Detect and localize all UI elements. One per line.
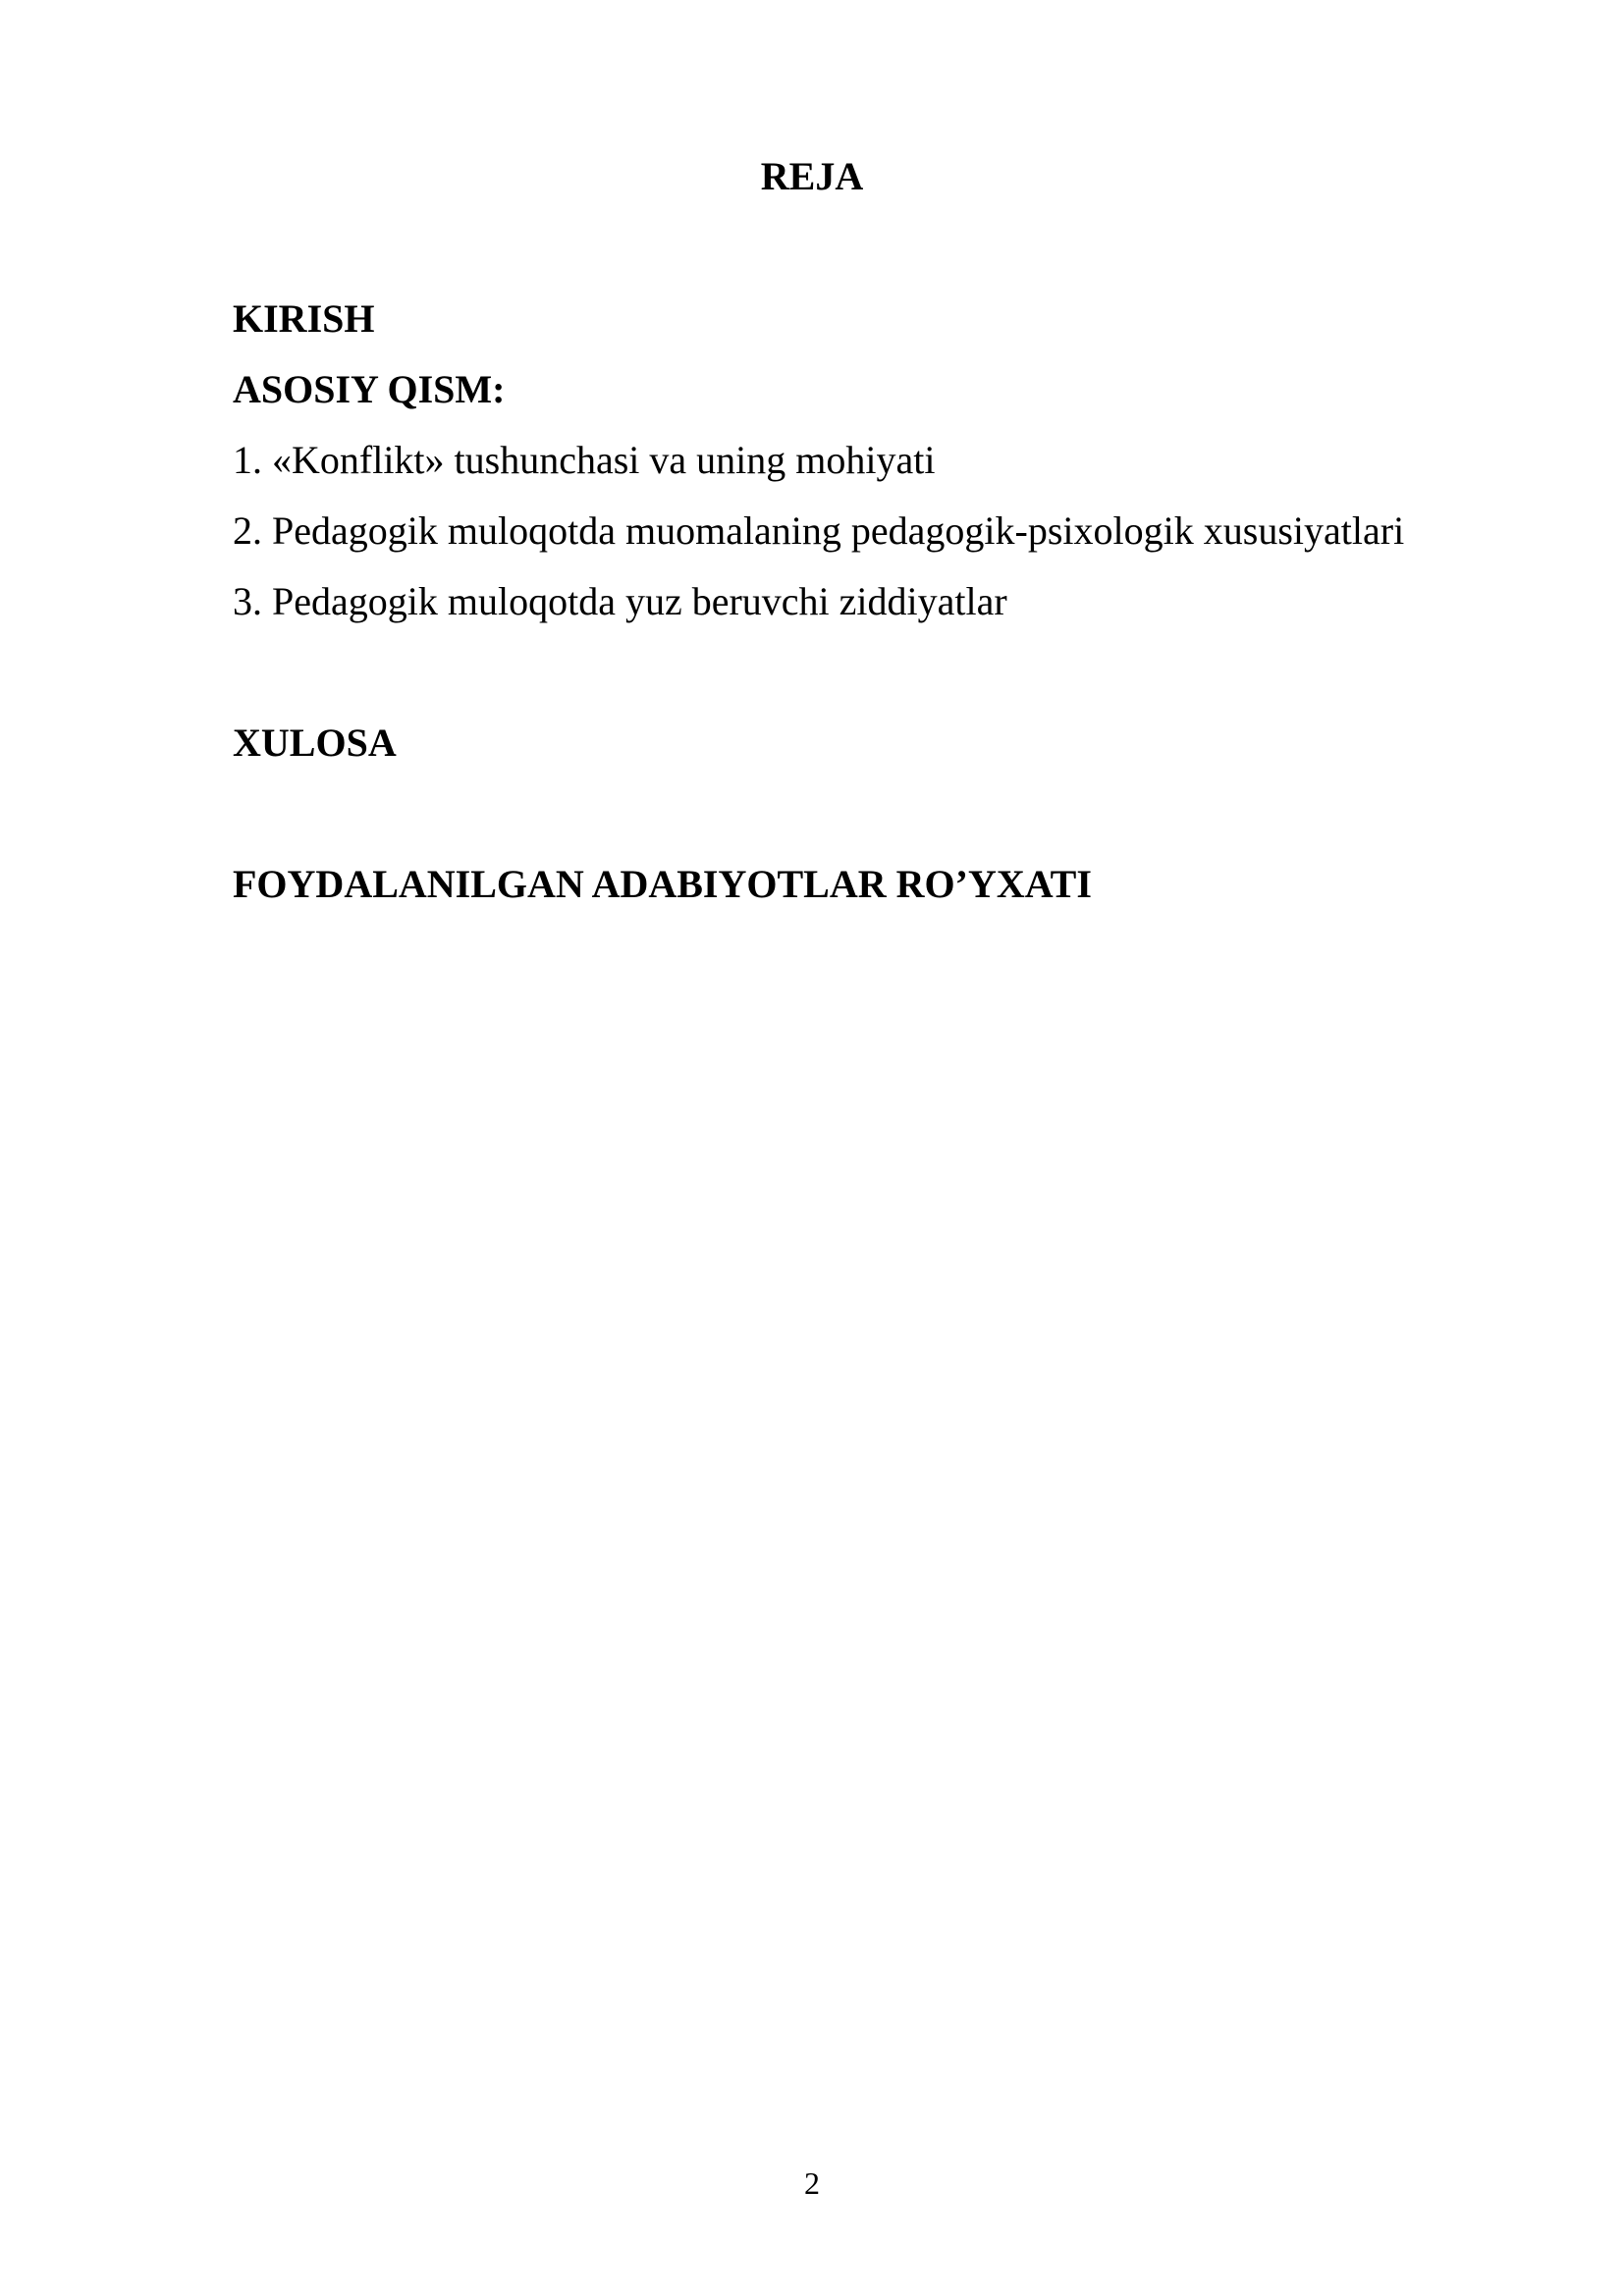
plan-item-3: 3. Pedagogik muloqotda yuz beruvchi ziddiyatlar bbox=[233, 579, 1007, 623]
main-part-heading: ASOSIY QISM: bbox=[233, 367, 506, 411]
references-heading: FOYDALANILGAN ADABIYOTLAR RO’YXATI bbox=[233, 862, 1092, 906]
conclusion-heading: XULOSA bbox=[233, 721, 397, 765]
plan-item-1: 1. «Konflikt» tushunchasi va uning mohiyati bbox=[233, 438, 936, 482]
page-number: 2 bbox=[804, 2165, 820, 2201]
plan-item-2: 2. Pedagogik muloqotda muomalaning pedagogik-psixologik xususiyatlari bbox=[233, 508, 1405, 553]
intro-heading: KIRISH bbox=[233, 296, 375, 341]
page-title: REJA bbox=[760, 154, 864, 198]
